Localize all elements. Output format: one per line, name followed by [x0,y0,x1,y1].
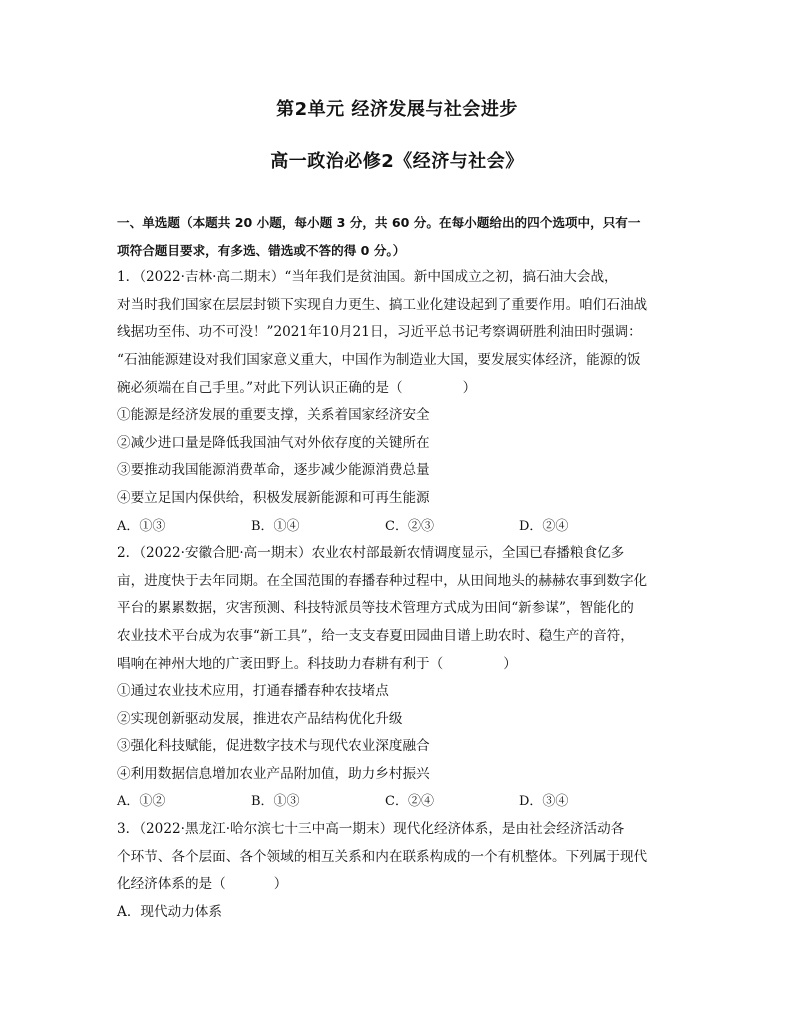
section-heading-line-1: 一、单选题（本题共 20 小题，每小题 3 分，共 60 分。在每小题给出的四个选项中，只有一 [117,215,641,230]
page-title: 第2单元 经济发展与社会进步 [276,99,518,120]
question-text-line: 亩，进度快于去年同期。在全国范围的春播春种过程中，从田间地头的赫赫农事到数字化 [117,572,648,589]
option-d: D．②④ [519,518,569,534]
option-a: A．①③ [117,518,166,534]
statement-item: ③强化科技赋能，促进数字技术与现代农业深度融合 [117,738,430,755]
question-text-line: 线据功至伟、功不可没！”2021年10月21日，习近平总书记考察调研胜利油田时强调： [117,324,642,341]
option-b: B．①④ [251,518,300,534]
question-prompt-text: 碗必须端在自己手里。”对此下列认识正确的是（ [117,379,403,396]
question-3 [117,816,672,926]
option-b: B．①③ [251,794,300,810]
statement-item: ②实现创新驱动发展，推进农产品结构优化升级 [117,710,403,727]
page-subtitle: 高一政治必修2《经济与社会》 [270,151,524,172]
question-text-line: 农业技术平台成为农事“新工具”，给一支支春夏田园曲目谱上助农时、稳生产的音符， [117,627,634,644]
statement-item: ①通过农业技术应用，打通春播春种农技堵点 [117,683,389,700]
answer-options [117,788,672,816]
question-text-line: 对当时我们国家在层层封锁下实现自力更生、搞工业化建设起到了重要作用。咱们石油战 [117,296,648,313]
question-prompt-text: 唱响在神州大地的广袤田野上。科技助力春耕有利于（ [117,655,444,672]
option-a: A．①② [117,794,166,810]
question-text-line: 2．（2022·安徽合肥·高一期末）农业农村部最新农情调度显示，全国已春播粮食亿多 [117,545,625,562]
question-text-line: “石油能源建设对我们国家意义重大，中国作为制造业大国，要发展实体经济，能源的饭 [117,351,641,368]
document-body [117,209,672,926]
question-1 [117,264,672,540]
option-a: A．现代动力体系 [117,903,222,920]
answer-options [117,513,672,541]
answer-blank-close: ） [462,379,477,396]
option-c: C．②④ [385,794,434,810]
question-2 [117,540,672,816]
question-text-line: 平台的累累数据，灾害预测、科技特派员等技术管理方式成为田间“新参谋”，智能化的 [117,600,634,617]
statement-item: ④利用数据信息增加农业产品附加值，助力乡村振兴 [117,765,430,782]
statement-item: ④要立足国内保供给，积极发展新能源和可再生能源 [117,489,430,506]
answer-blank-close: ） [273,876,288,893]
question-prompt-line [117,651,672,679]
statement-item: ③要推动我国能源消费革命，逐步减少能源消费总量 [117,462,430,479]
question-text-line: 1．（2022·吉林·高二期末）“当年我们是贫油国。新中国成立之初，搞石油大会战， [117,269,618,286]
question-prompt-line [117,871,672,899]
section-heading-line-2: 项符合题目要求，有多选、错选或不答的得 0 分。） [117,242,406,258]
answer-blank-close: ） [503,655,517,672]
option-c: C．②③ [385,518,434,534]
statement-item: ②减少进口量是降低我国油气对外依存度的关键所在 [117,434,430,451]
statement-item: ①能源是经济发展的重要支撑，关系着国家经济安全 [117,407,430,424]
option-d: D．③④ [519,794,569,810]
question-prompt-text: 化经济体系的是（ [117,876,226,893]
question-text-line: 3．（2022·黑龙江·哈尔滨七十三中高一期末）现代化经济体系，是由社会经济活动各 [117,821,625,838]
question-text-line: 个环节、各个层面、各个领域的相互关系和内在联系构成的一个有机整体。下列属于现代 [117,848,648,865]
question-prompt-line [117,375,672,403]
